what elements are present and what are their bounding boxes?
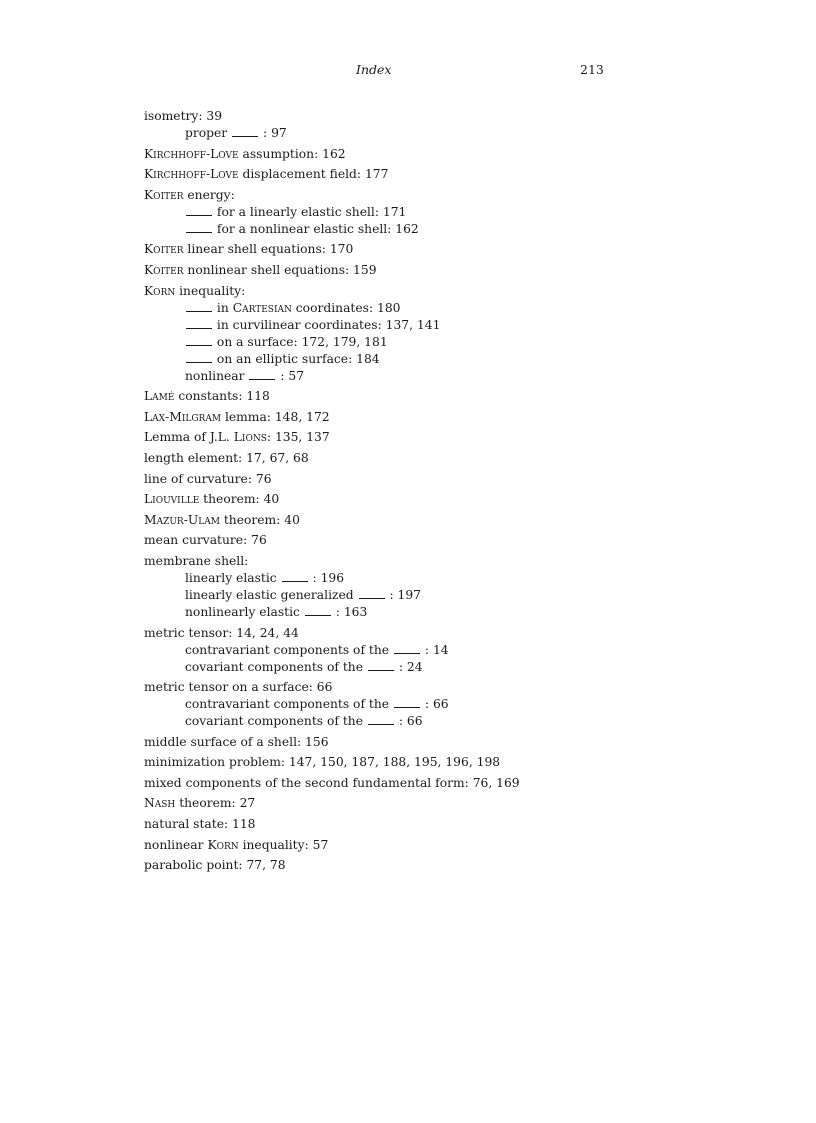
proper-name: Lions: [233, 430, 267, 445]
index-entry: [144, 816, 664, 833]
subentry-locator: : 163: [335, 604, 368, 619]
running-head-title: Index: [356, 62, 392, 77]
index-subentry: [185, 300, 664, 317]
placeholder-rule: [305, 604, 331, 616]
subentry-text: covariant components of the: [185, 714, 363, 729]
entry-text: isometry: 39: [144, 109, 223, 123]
subentry-text: for a linearly elastic shell: 171: [216, 204, 407, 219]
index-subentry: [185, 713, 664, 730]
subentry-list: [144, 300, 664, 385]
placeholder-rule: [394, 642, 420, 654]
proper-name: Liouville: [144, 492, 200, 507]
placeholder-rule: [186, 204, 212, 216]
subentry-locator: : 196: [312, 570, 345, 585]
proper-name: Koiter: [144, 242, 184, 257]
placeholder-rule: [394, 696, 420, 708]
index-entry: [144, 262, 664, 279]
subentry-text: nonlinearly elastic: [185, 604, 300, 619]
placeholder-rule: [186, 221, 212, 233]
proper-name: Korn: [207, 837, 239, 852]
entry-locator: : 135, 137: [266, 430, 330, 445]
index-entry: [144, 532, 664, 549]
proper-name: Kirchhoff-Love: [144, 167, 239, 182]
index-subentry: [185, 221, 664, 238]
index-entry: [144, 388, 664, 405]
entry-text: energy:: [183, 187, 235, 202]
entry-text: lemma: 148, 172: [221, 409, 330, 424]
entry-text: constants: 118: [174, 389, 270, 404]
subentry-text: linearly elastic generalized: [185, 587, 354, 602]
entry-text: inequality:: [175, 283, 246, 298]
index-entry: [144, 491, 664, 508]
subentry-locator: : 197: [389, 587, 422, 602]
index-entry: [144, 450, 664, 467]
subentry-text: in: [216, 300, 233, 315]
placeholder-rule: [186, 334, 212, 346]
subentry-list: [144, 696, 664, 730]
placeholder-rule: [368, 713, 394, 725]
subentry-list: [144, 570, 664, 621]
index-subentry: [185, 351, 664, 368]
subentry-text: on an elliptic surface: 184: [216, 351, 380, 366]
index-entry: [144, 283, 664, 385]
subentry-locator: : 24: [398, 659, 423, 674]
subentry-locator: : 97: [263, 126, 287, 140]
subentry-locator: : 66: [424, 697, 449, 712]
placeholder-rule: [368, 659, 394, 671]
entry-text: natural state: 118: [144, 817, 256, 832]
proper-name: Korn: [144, 283, 176, 298]
subentry-text: covariant components of the: [185, 659, 363, 674]
entry-text: metric tensor: 14, 24, 44: [144, 625, 299, 640]
index-subentry: [185, 696, 664, 713]
placeholder-rule: [186, 351, 212, 363]
index-entry: [144, 512, 664, 529]
entry-text: line of curvature: 76: [144, 471, 272, 486]
proper-name: Nash: [144, 796, 176, 811]
entry-text: nonlinear: [144, 837, 208, 852]
entry-text: minimization problem: 147, 150, 187, 188, 195, 196, 198: [144, 755, 501, 770]
placeholder-rule: [232, 125, 258, 137]
entry-text: displacement field: 177: [238, 167, 389, 182]
subentry-text: proper: [185, 126, 228, 140]
entry-text: length element: 17, 67, 68: [144, 450, 309, 465]
running-head: [0, 62, 816, 80]
entry-text: Lemma of J.L.: [144, 430, 234, 445]
subentry-locator: : 57: [280, 368, 305, 383]
index-subentry: [185, 368, 664, 385]
index-entry: [144, 754, 664, 771]
index-subentry: [185, 587, 664, 604]
index-entry: [144, 837, 664, 854]
entry-text: mixed components of the second fundamental form: 76, 169: [144, 775, 520, 790]
entry-text: metric tensor on a surface: 66: [144, 680, 333, 695]
entry-text: theorem: 27: [175, 796, 256, 811]
proper-name: Mazur-Ulam: [144, 512, 220, 527]
subentry-text: on a surface: 172, 179, 181: [216, 334, 388, 349]
index-entry: [144, 108, 664, 142]
proper-name: Cartesian: [232, 300, 292, 315]
proper-name: Koiter: [144, 262, 184, 277]
placeholder-rule: [186, 317, 212, 329]
subentry-text: in curvilinear coordinates: 137, 141: [216, 317, 441, 332]
index-entry: [144, 471, 664, 488]
index-entry: [144, 775, 664, 792]
index-subentry: [185, 125, 664, 142]
index-entry: [144, 734, 664, 751]
subentry-text: coordinates: 180: [291, 300, 401, 315]
index-subentry: [185, 317, 664, 334]
index-entry: [144, 241, 664, 258]
index-subentry: [185, 334, 664, 351]
proper-name: Kirchhoff-Love: [144, 146, 239, 161]
index-list: [144, 108, 664, 878]
placeholder-rule: [282, 570, 308, 582]
index-entry: [144, 146, 664, 163]
index-subentry: [185, 604, 664, 621]
entry-text: nonlinear shell equations: 159: [183, 262, 377, 277]
subentry-text: for a nonlinear elastic shell: 162: [216, 221, 419, 236]
index-entry: [144, 625, 664, 676]
proper-name: Koiter: [144, 187, 184, 202]
entry-text: membrane shell:: [144, 553, 249, 568]
entry-text: linear shell equations: 170: [183, 242, 354, 257]
entry-text: middle surface of a shell: 156: [144, 734, 329, 749]
subentry-locator: : 14: [424, 642, 449, 657]
index-entry: [144, 429, 664, 446]
subentry-locator: : 66: [398, 714, 423, 729]
index-entry: [144, 553, 664, 621]
subentry-list: [144, 642, 664, 676]
subentry-text: nonlinear: [185, 368, 245, 383]
subentry-text: linearly elastic: [185, 570, 277, 585]
proper-name: Lamé: [144, 389, 175, 404]
index-entry: [144, 679, 664, 730]
index-entry: [144, 857, 664, 874]
placeholder-rule: [359, 587, 385, 599]
placeholder-rule: [186, 300, 212, 312]
entry-text: assumption: 162: [238, 146, 346, 161]
index-entry: [144, 166, 664, 183]
index-subentry: [185, 204, 664, 221]
index-entry: [144, 409, 664, 426]
entry-text: theorem: 40: [199, 492, 280, 507]
index-subentry: [185, 570, 664, 587]
entry-locator: inequality: 57: [238, 837, 329, 852]
index-entry: [144, 187, 664, 238]
index-entry: [144, 795, 664, 812]
entry-text: mean curvature: 76: [144, 533, 267, 548]
page-number: 213: [580, 62, 604, 77]
subentry-text: contravariant components of the: [185, 642, 390, 657]
entry-text: theorem: 40: [219, 512, 300, 527]
placeholder-rule: [249, 368, 275, 380]
subentry-list: [144, 125, 664, 142]
index-subentry: [185, 659, 664, 676]
index-subentry: [185, 642, 664, 659]
subentry-text: contravariant components of the: [185, 697, 390, 712]
proper-name: Lax-Milgram: [144, 409, 222, 424]
entry-text: parabolic point: 77, 78: [144, 858, 286, 873]
subentry-list: [144, 204, 664, 238]
